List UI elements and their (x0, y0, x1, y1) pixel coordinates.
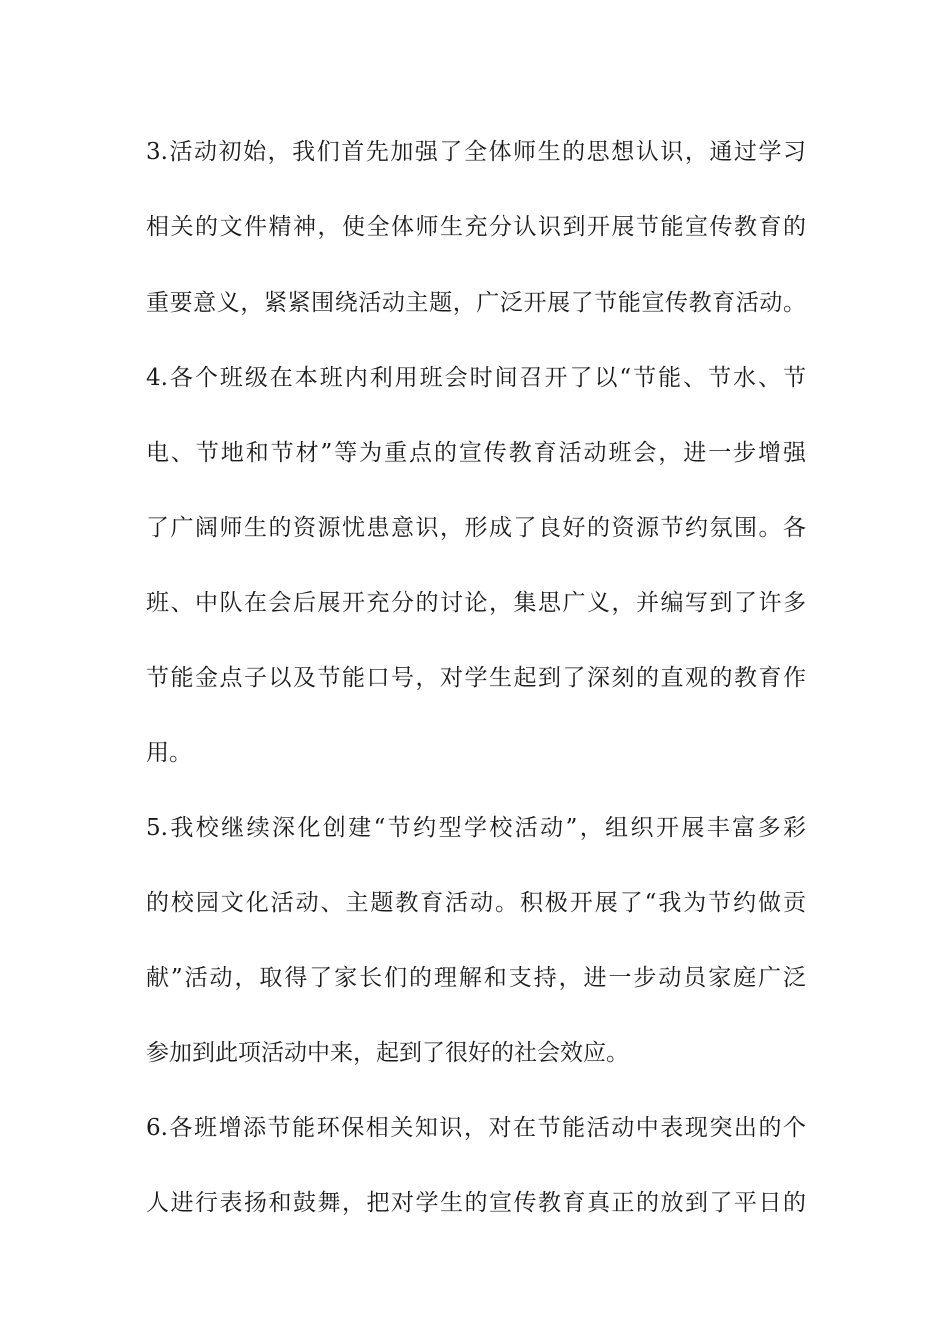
paragraph-4-line-4: 班、中队在会后展开充分的讨论，集思广义，并编写到了许多 (146, 590, 806, 616)
paragraph-4-line-5: 节能金点子以及节能口号，对学生起到了深刻的直观的教育作 (146, 665, 806, 691)
paragraph-5-line-3: 献”活动，取得了家长们的理解和支持，进一步动员家庭广泛 (146, 965, 806, 991)
paragraph-6-line-2: 人进行表扬和鼓舞，把对学生的宣传教育真正的放到了平日的 (146, 1190, 806, 1216)
paragraph-5-line-1: 5.我校继续深化创建“节约型学校活动”，组织开展丰富多彩 (146, 815, 806, 841)
paragraph-3-line-3: 重要意义，紧紧围绕活动主题，广泛开展了节能宣传教育活动。 (146, 290, 806, 316)
paragraph-5-line-4: 参加到此项活动中来，起到了很好的社会效应。 (146, 1040, 629, 1066)
paragraph-6-line-1: 6.各班增添节能环保相关知识，对在节能活动中表现突出的个 (146, 1115, 806, 1141)
paragraph-3-line-1: 3.活动初始，我们首先加强了全体师生的思想认识，通过学习 (146, 139, 806, 165)
paragraph-3-line-2: 相关的文件精神，使全体师生充分认识到开展节能宣传教育的 (146, 214, 806, 240)
paragraph-4-line-1: 4.各个班级在本班内利用班会时间召开了以“节能、节水、节 (146, 365, 806, 391)
paragraph-4-line-2: 电、节地和节材”等为重点的宣传教育活动班会，进一步增强 (146, 440, 806, 466)
paragraph-4-line-3: 了广阔师生的资源忧患意识，形成了良好的资源节约氛围。各 (146, 515, 806, 541)
paragraph-5-line-2: 的校园文化活动、主题教育活动。积极开展了“我为节约做贡 (146, 890, 806, 916)
paragraph-4-line-6: 用。 (146, 740, 192, 766)
